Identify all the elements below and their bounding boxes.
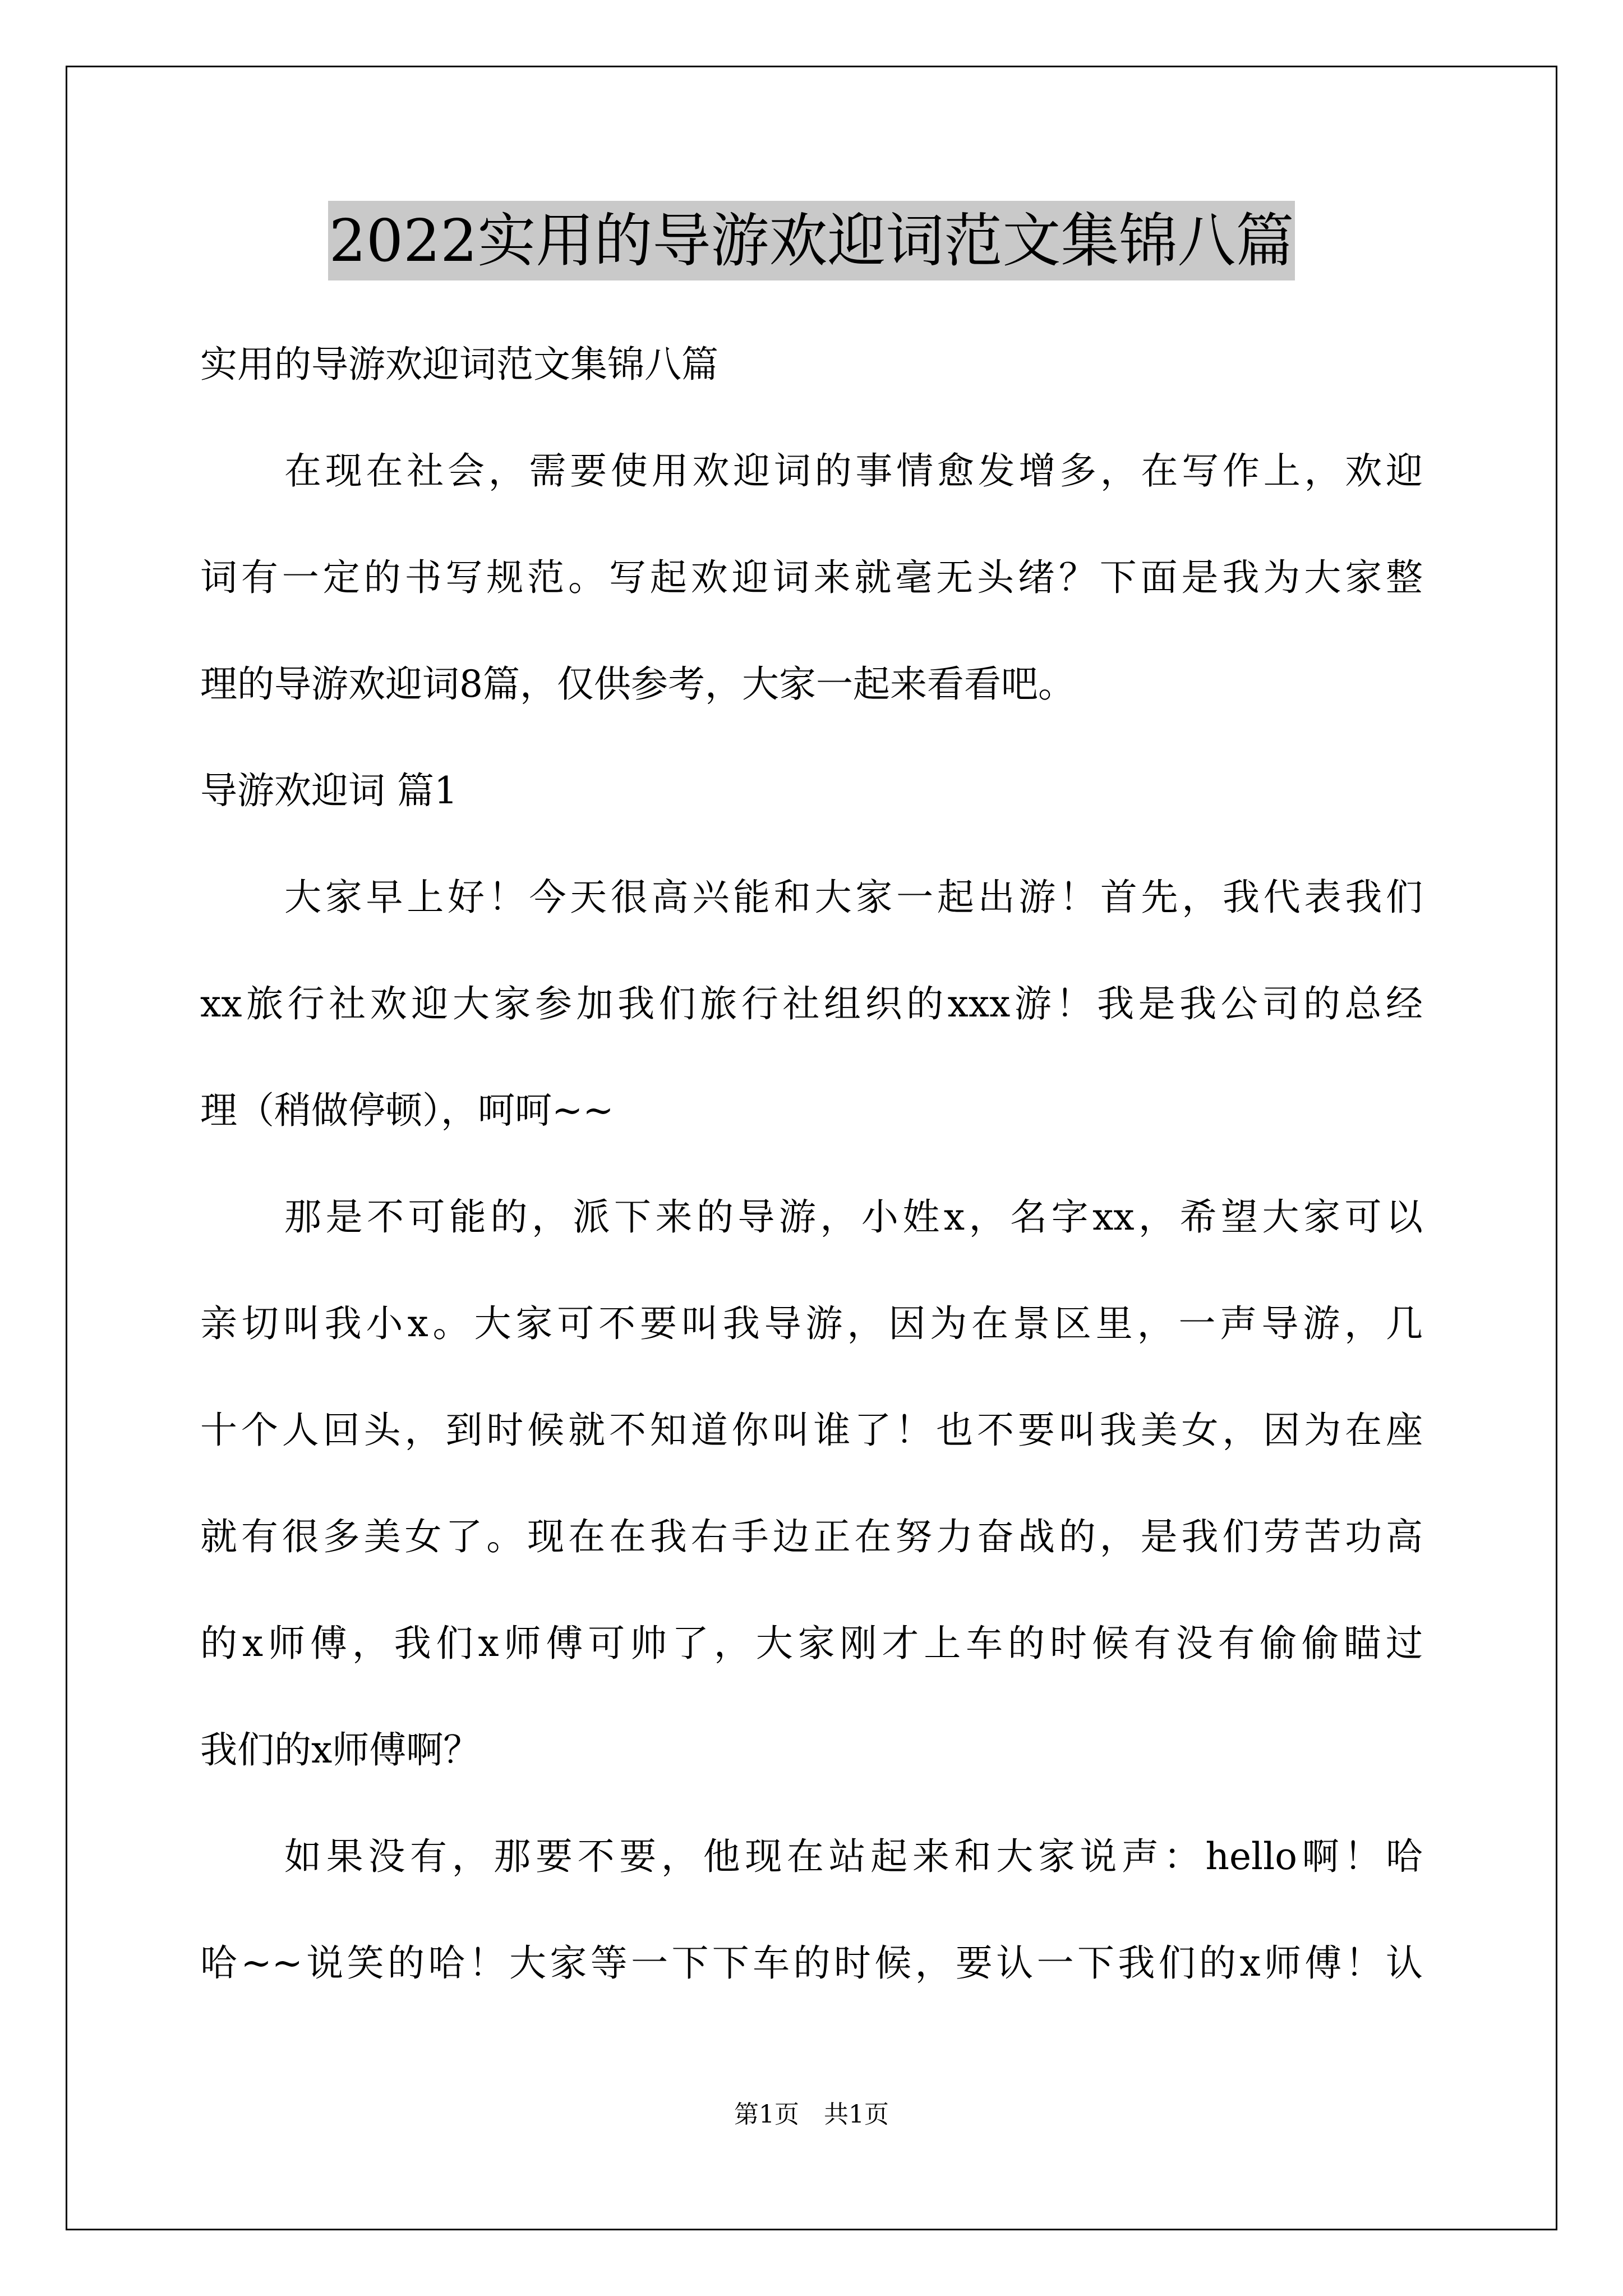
paragraph-line: 大家早上好！今天很高兴能和大家一起出游！首先，我代表我们 [284,876,1423,919]
section-heading: 导游欢迎词 篇1 [200,769,458,812]
paragraph-line: 十个人回头，到时候就不知道你叫谁了！也不要叫我美女，因为在座 [200,1409,1423,1452]
subtitle-line: 实用的导游欢迎词范文集锦八篇 [200,343,718,386]
paragraph-line: 哈~~说笑的哈！大家等一下下车的时候，要认一下我们的x师傅！认 [200,1941,1423,1985]
paragraph-line: 在现在社会，需要使用欢迎词的事情愈发增多，在写作上，欢迎 [284,449,1423,493]
paragraph-line: 的x师傅，我们x师傅可帅了，大家刚才上车的时候有没有偷偷瞄过 [200,1622,1423,1665]
paragraph-line: 理的导游欢迎词8篇，仅供参考，大家一起来看看吧。 [200,662,1075,706]
paragraph-line: xx旅行社欢迎大家参加我们旅行社组织的xxx游！我是我公司的总经 [200,982,1423,1025]
paragraph-line: 就有很多美女了。现在在我右手边正在努力奋战的，是我们劳苦功高 [200,1515,1423,1558]
paragraph-line: 我们的x师傅啊？ [200,1728,481,1772]
paragraph-line: 那是不可能的，派下来的导游，小姓x，名字xx，希望大家可以 [284,1195,1423,1239]
paragraph-line: 词有一定的书写规范。写起欢迎词来就毫无头绪？下面是我为大家整 [200,556,1423,599]
paragraph-line: 理（稍做停顿），呵呵~~ [200,1089,614,1132]
page-footer: 第1页 共1页 [734,2100,889,2129]
document-title: 2022实用的导游欢迎词范文集锦八篇 [328,201,1295,280]
paragraph-line: 如果没有，那要不要，他现在站起来和大家说声：hello啊！哈 [284,1835,1423,1878]
title-container [0,201,1623,280]
paragraph-line: 亲切叫我小x。大家可不要叫我导游，因为在景区里，一声导游，几 [200,1302,1423,1345]
